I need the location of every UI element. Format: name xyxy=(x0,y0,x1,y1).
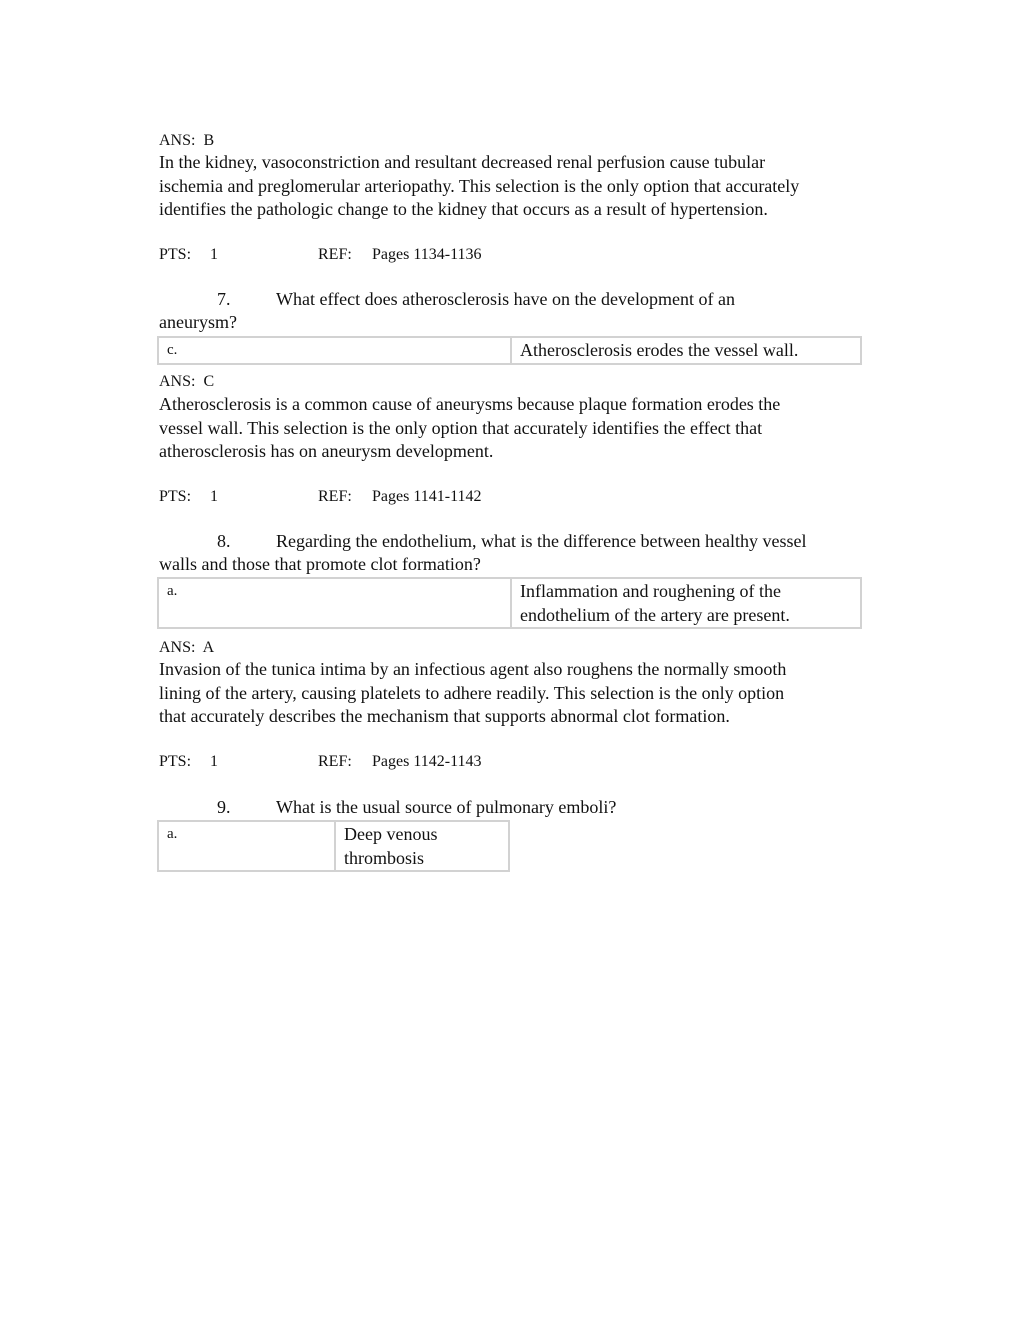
question-number-q8: 8. xyxy=(217,531,231,551)
rationale-line: atherosclerosis has on aneurysm development. xyxy=(159,441,494,461)
answer-label: ANS: xyxy=(159,132,196,149)
option-text-line: thrombosis xyxy=(344,847,425,868)
question-number-q9: 9. xyxy=(217,797,231,817)
question-text-q8: Regarding the endothelium, what is the difference between healthy vessel xyxy=(276,531,807,551)
option-table-q9 xyxy=(157,820,510,872)
answer-line-q8 xyxy=(159,638,214,658)
answer-value: A xyxy=(202,639,215,656)
option-letter: c. xyxy=(158,337,511,364)
option-text-line: Atherosclerosis erodes the vessel wall. xyxy=(520,340,799,360)
option-text-line: endothelium of the artery are present. xyxy=(520,604,790,625)
rationale-q6 xyxy=(159,151,849,222)
option-text-line: Inflammation and roughening of the xyxy=(520,581,781,601)
answer-value: C xyxy=(203,373,215,390)
rationale-line: vessel wall. This selection is the only option that accurately identifies the effect that xyxy=(159,417,763,438)
answer-label: ANS: xyxy=(159,373,196,390)
question-text-q7-cont: aneurysm? xyxy=(159,312,237,332)
reference-value-q6: Pages 1134-1136 xyxy=(372,246,482,263)
option-table-q8 xyxy=(157,577,862,629)
rationale-line: identifies the pathologic change to the kidney that occurs as a result of hypertension. xyxy=(159,199,768,219)
rationale-line: In the kidney, vasoconstriction and resultant decreased renal perfusion cause tubular xyxy=(159,152,766,172)
question-number-q7: 7. xyxy=(217,289,231,309)
answer-line-q7 xyxy=(159,372,214,392)
reference-value-q8: Pages 1142-1143 xyxy=(372,753,482,770)
points-value-q6: 1 xyxy=(210,246,218,263)
answer-label: ANS: xyxy=(159,639,196,656)
answer-value: B xyxy=(203,132,215,149)
reference-value-q7: Pages 1141-1142 xyxy=(372,488,482,505)
answer-line-q6 xyxy=(159,131,214,151)
question-text-q8-cont: walls and those that promote clot formation? xyxy=(159,554,481,574)
question-text-q7: What effect does atherosclerosis have on the development of an xyxy=(276,289,735,309)
rationale-line: that accurately describes the mechanism that supports abnormal clot formation. xyxy=(159,706,730,726)
reference-label-q6: REF: xyxy=(318,246,352,263)
option-letter: a. xyxy=(158,578,511,628)
rationale-q8 xyxy=(159,658,849,729)
points-label: PTS: xyxy=(159,246,192,263)
reference-label-q8: REF: xyxy=(318,753,352,770)
option-table-q7 xyxy=(157,336,862,365)
option-text xyxy=(511,337,861,364)
question-text-q9: What is the usual source of pulmonary emboli? xyxy=(276,797,617,817)
points-value-q7: 1 xyxy=(210,488,218,505)
points-label-q7: PTS: xyxy=(159,488,192,505)
option-text-line: Deep venous xyxy=(344,824,438,844)
rationale-line: lining of the artery, causing platelets to adhere readily. This selection is the only option xyxy=(159,682,785,703)
reference-label-q7: REF: xyxy=(318,488,352,505)
points-value-q8: 1 xyxy=(210,753,218,770)
rationale-line: Atherosclerosis is a common cause of aneurysms because plaque formation erodes the xyxy=(159,394,781,414)
option-letter: a. xyxy=(158,821,335,871)
rationale-q7 xyxy=(159,393,849,464)
option-text xyxy=(511,578,861,628)
rationale-line: ischemia and preglomerular arteriopathy. This selection is the only option that accurately xyxy=(159,175,800,196)
points-label-q8: PTS: xyxy=(159,753,192,770)
points-q6 xyxy=(159,245,191,265)
option-text xyxy=(335,821,509,871)
rationale-line: Invasion of the tunica intima by an infectious agent also roughens the normally smooth xyxy=(159,659,787,679)
